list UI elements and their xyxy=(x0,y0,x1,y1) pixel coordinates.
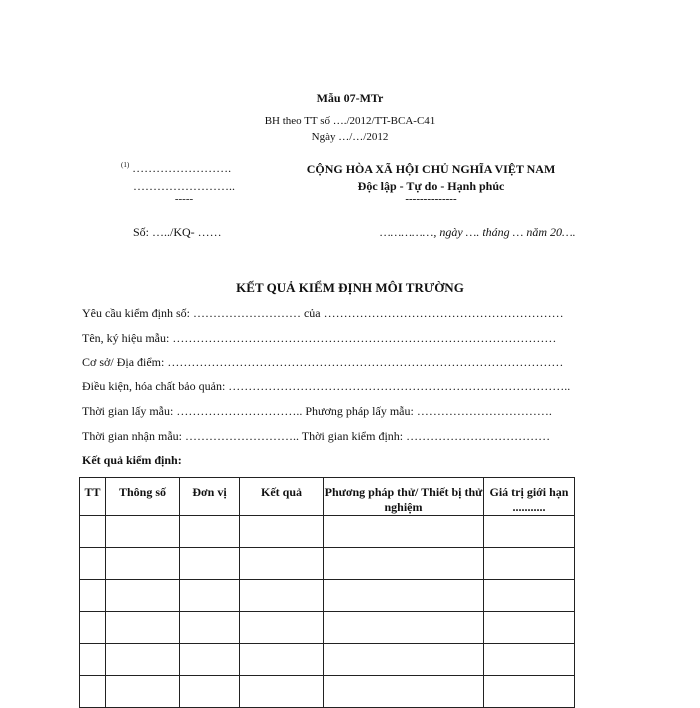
table-cell xyxy=(324,516,484,548)
table-cell xyxy=(180,676,240,708)
field-sample-name xyxy=(82,331,556,346)
receive-time-label: Thời gian nhận mẫu: xyxy=(82,429,182,443)
request-label: Yêu cầu kiểm định số: xyxy=(82,306,190,320)
table-cell xyxy=(180,516,240,548)
table-cell xyxy=(484,548,575,580)
table-cell xyxy=(240,580,324,612)
document-title: KẾT QUẢ KIỂM ĐỊNH MÔI TRƯỜNG xyxy=(236,280,464,295)
table-cell xyxy=(80,612,106,644)
table-cell xyxy=(106,580,180,612)
motto-underline: -------------- xyxy=(405,193,457,205)
issued-by: BH theo TT số …./2012/TT-BCA-C41 xyxy=(264,115,436,127)
table-cell xyxy=(240,548,324,580)
table-row xyxy=(80,516,575,548)
agency-underline: ----- xyxy=(174,193,194,205)
table-cell xyxy=(240,676,324,708)
field-request xyxy=(82,306,564,321)
field-receive xyxy=(82,429,550,444)
sample-name-dots: …………………………………………………………………………………… xyxy=(172,331,557,345)
results-heading: Kết quả kiểm định: xyxy=(82,453,182,467)
table-cell xyxy=(484,676,575,708)
table-cell xyxy=(80,676,106,708)
limit-label: Giá trị giới hạn xyxy=(489,485,569,499)
sample-name-label: Tên, ký hiệu mẫu: xyxy=(82,331,170,345)
table-row xyxy=(80,644,575,676)
table-row xyxy=(80,548,575,580)
table-row xyxy=(80,580,575,612)
test-time-label: Thời gian kiểm định: xyxy=(301,429,404,443)
document-number: Số: …../KQ- …… xyxy=(133,225,222,239)
receive-time-dots: ……………………….. xyxy=(185,429,299,443)
col-limit xyxy=(484,478,575,516)
table-cell xyxy=(106,516,180,548)
table-cell xyxy=(484,644,575,676)
footnote-mark: (1) xyxy=(121,161,130,169)
sampling-time-label: Thời gian lấy mẫu: xyxy=(82,404,174,418)
table-cell xyxy=(324,676,484,708)
site-dots: ……………………………………………………………………………………… xyxy=(167,355,564,369)
sampling-method-dots: ……………………………. xyxy=(416,404,552,418)
table-cell xyxy=(80,580,106,612)
table-cell xyxy=(240,644,324,676)
place-date: ……………, ngày …. tháng … năm 20…. xyxy=(380,225,576,239)
table-body xyxy=(80,516,575,708)
results-table xyxy=(79,477,575,708)
motto: Độc lập - Tự do - Hạnh phúc xyxy=(357,179,505,193)
table-cell xyxy=(80,548,106,580)
of-dots: …………………………………………………… xyxy=(323,306,564,320)
storage-label: Điều kiện, hóa chất bảo quản: xyxy=(82,379,226,393)
test-time-dots: ……………………………… xyxy=(406,429,551,443)
field-site xyxy=(82,355,563,370)
table-cell xyxy=(80,644,106,676)
of-label: của xyxy=(303,306,321,320)
table-row xyxy=(80,676,575,708)
storage-dots: ………………………………………………………………………….. xyxy=(228,379,571,393)
table-cell xyxy=(106,676,180,708)
request-dots: ……………………… xyxy=(192,306,301,320)
site-label: Cơ sở/ Địa điểm: xyxy=(82,355,165,369)
table-cell xyxy=(106,548,180,580)
col-result: Kết quả xyxy=(240,478,324,516)
table-header-row xyxy=(80,478,575,516)
table-cell xyxy=(324,580,484,612)
table-cell xyxy=(324,644,484,676)
col-tt: TT xyxy=(80,478,106,516)
col-unit: Đơn vị xyxy=(180,478,240,516)
issued-date: Ngày …/…/2012 xyxy=(311,131,389,143)
table-cell xyxy=(180,580,240,612)
col-parameter: Thông số xyxy=(106,478,180,516)
sampling-method-label: Phương pháp lấy mẫu: xyxy=(305,404,414,418)
limit-sub: ........... xyxy=(512,500,546,514)
table-cell xyxy=(484,612,575,644)
col-method: Phương pháp thử/ Thiết bị thử nghiệm xyxy=(324,478,484,516)
table-cell xyxy=(106,612,180,644)
table-cell xyxy=(324,612,484,644)
table-row xyxy=(80,612,575,644)
table-cell xyxy=(240,612,324,644)
table-cell xyxy=(484,580,575,612)
table-cell xyxy=(80,516,106,548)
table-cell xyxy=(180,612,240,644)
nation-title: CỘNG HÒA XÃ HỘI CHỦ NGHĨA VIỆT NAM xyxy=(306,162,556,176)
table-cell xyxy=(180,644,240,676)
field-storage xyxy=(82,379,570,394)
sampling-time-dots: ………………………….. xyxy=(176,404,303,418)
field-sampling xyxy=(82,404,552,419)
table-cell xyxy=(106,644,180,676)
agency-line-1 xyxy=(121,161,231,176)
table-cell xyxy=(240,516,324,548)
table-cell xyxy=(324,548,484,580)
table-cell xyxy=(180,548,240,580)
agency-line-2: …………………….. xyxy=(133,179,235,193)
agency-dots-1: ……………………. xyxy=(132,161,232,175)
form-code: Mẫu 07-MTr xyxy=(316,91,384,105)
table-cell xyxy=(484,516,575,548)
